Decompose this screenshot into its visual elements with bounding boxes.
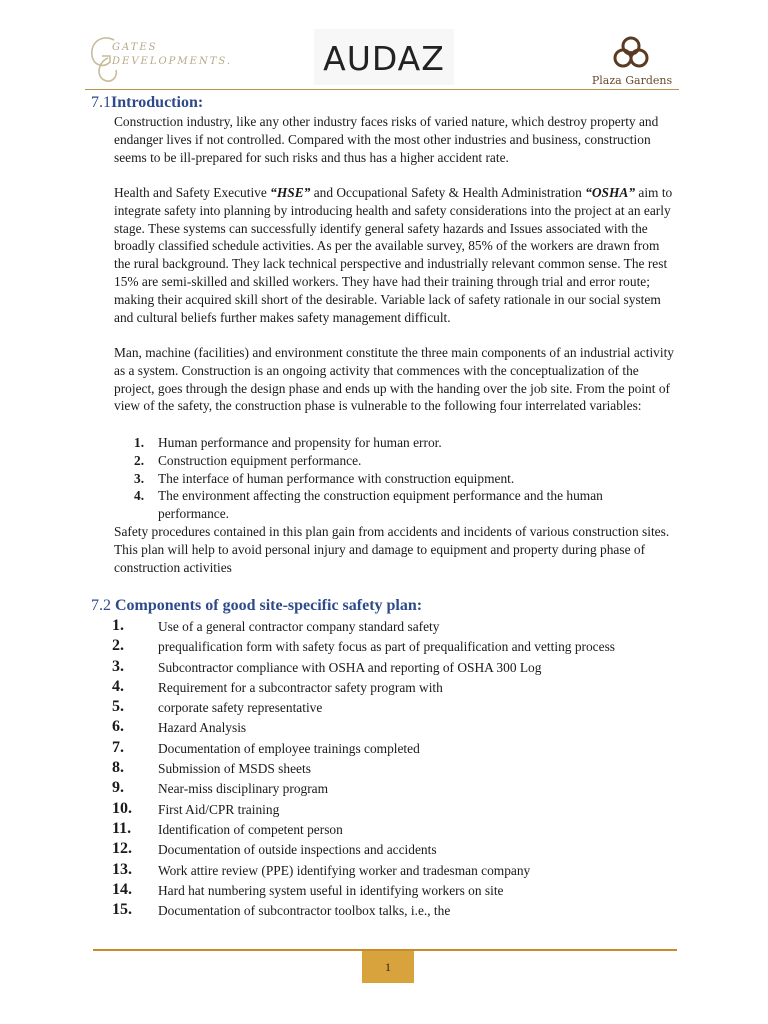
list-item — [112, 799, 682, 819]
audaz-logo-text: AUDAZ — [323, 39, 445, 78]
list-item — [114, 487, 676, 523]
list-item — [114, 470, 676, 488]
list-item — [112, 839, 682, 859]
list-number: 3. — [134, 470, 145, 486]
section-heading-components — [91, 597, 422, 615]
list-item — [114, 452, 676, 470]
intro-paragraph-2 — [114, 184, 676, 326]
list-number: 15. — [112, 901, 132, 919]
list-text: Hard hat numbering system useful in identifying workers on site — [158, 882, 504, 898]
list-item — [112, 717, 682, 737]
list-number: 13. — [112, 860, 132, 878]
text-run: aim to integrate safety into planning by introducing health and safety considerations into the project at an early stage. These systems can successfully identify general safety hazards and Issues associated with the broadly classified schedule activities. As per the available survey, 85% of the workers are drawn from the rural background. They lack technical perspective and industrially relevant common sense. The rest 15% are semi-skilled and skilled workers. They have had their training through trial and error route; making their acquired skill short of the desirable. Variable lack of safety rationale in our social system and cultural beliefs further makes safety management difficult. — [114, 185, 673, 325]
list-text: Documentation of outside inspections and accidents — [158, 842, 437, 858]
section-heading-introduction — [91, 94, 203, 112]
list-number: 4. — [134, 488, 145, 504]
list-text: Requirement for a subcontractor safety program with — [158, 679, 443, 695]
list-item — [112, 677, 682, 697]
header-divider — [85, 89, 679, 90]
list-text: Use of a general contractor company standard safety — [158, 619, 440, 634]
list-text: First Aid/CPR training — [158, 801, 280, 817]
list-item — [112, 657, 682, 677]
list-text: Subcontractor compliance with OSHA and reporting of OSHA 300 Log — [158, 659, 542, 675]
list-item — [112, 900, 682, 920]
section-title: Introduction: — [111, 94, 204, 111]
list-item — [112, 616, 682, 636]
list-number: 3. — [112, 657, 124, 675]
list-number: 1. — [134, 435, 145, 450]
list-text: Human performance and propensity for human error. — [158, 435, 442, 450]
intro-paragraph-1: Construction industry, like any other industry faces risks of varied nature, which destroy property and endanger lives if not controlled. Compared with the most other industries and business, construction seems to be ill-prepared for such risks and thus has a higher accident rate. — [114, 114, 659, 165]
logo-word-developments: DEVELOPMENTS. — [112, 56, 233, 67]
plaza-gardens-emblem-icon — [608, 34, 654, 74]
list-number: 7. — [112, 738, 124, 756]
intro-paragraph-4: Safety procedures contained in this plan gain from accidents and incidents of various construction sites. This plan will help to avoid personal injury and damage to equipment and property during phase of construction activities — [114, 524, 670, 575]
text-run: Health and Safety Executive — [114, 185, 271, 200]
list-text: Construction equipment performance. — [158, 452, 362, 468]
list-number: 5. — [112, 698, 124, 716]
text-run: and Occupational Safety & Health Administration — [310, 185, 586, 200]
osha-term: “OSHA” — [585, 185, 636, 200]
list-text: Documentation of subcontractor toolbox talks, i.e., the — [158, 903, 451, 919]
page-number: 1 — [362, 951, 414, 983]
hse-term: “HSE” — [270, 185, 311, 200]
logo-word-gates: GATES — [112, 42, 158, 53]
list-number: 8. — [112, 759, 124, 777]
list-number: 11. — [112, 819, 132, 837]
list-text: corporate safety representative — [158, 700, 323, 716]
list-item — [112, 778, 682, 798]
list-text: Submission of MSDS sheets — [158, 761, 311, 777]
list-number: 2. — [112, 637, 124, 655]
list-text: Identification of competent person — [158, 821, 343, 837]
list-number: 4. — [112, 677, 124, 695]
list-item — [112, 636, 682, 656]
list-text: Hazard Analysis — [158, 720, 247, 736]
list-item — [112, 697, 682, 717]
plaza-gardens-logo — [588, 34, 688, 88]
plaza-gardens-logo-text: Plaza Gardens — [591, 74, 673, 87]
list-text: The environment affecting the construction equipment performance and the human performance. — [158, 488, 603, 522]
audaz-logo — [314, 29, 454, 85]
list-text: Near-miss disciplinary program — [158, 781, 329, 797]
list-number: 2. — [134, 452, 145, 468]
list-text: Documentation of employee trainings completed — [158, 740, 420, 756]
section-number: 7.2 — [91, 597, 111, 614]
intro-paragraph-3: Man, machine (facilities) and environment constitute the three main components of an industrial activity as a system. Construction is an ongoing activity that commences with the conceptualization of the project, goes through the design phase and ends up with the handing over the job site. From the point of view of the safety, the construction phase is vulnerable to the following four interrelated variables: — [114, 345, 675, 414]
section-number: 7.1 — [91, 94, 111, 111]
list-item — [112, 819, 682, 839]
gates-developments-logo — [86, 32, 233, 88]
variables-list — [114, 434, 676, 523]
list-number: 12. — [112, 840, 132, 858]
list-item — [112, 880, 682, 900]
list-text: Work attire review (PPE) identifying worker and tradesman company — [158, 862, 531, 878]
page-header — [0, 0, 768, 92]
section-title: Components of good site-specific safety plan: — [115, 597, 423, 614]
list-item — [112, 738, 682, 758]
list-text: prequalification form with safety focus as part of prequalification and vetting process — [158, 639, 615, 655]
list-item — [112, 758, 682, 778]
list-item — [112, 860, 682, 880]
list-item — [114, 434, 676, 452]
list-text: The interface of human performance with construction equipment. — [158, 470, 515, 486]
components-list — [112, 616, 682, 920]
list-number: 10. — [112, 799, 132, 817]
list-number: 6. — [112, 718, 124, 736]
list-number: 9. — [112, 779, 124, 797]
list-number: 1. — [112, 617, 124, 634]
list-number: 14. — [112, 880, 132, 898]
